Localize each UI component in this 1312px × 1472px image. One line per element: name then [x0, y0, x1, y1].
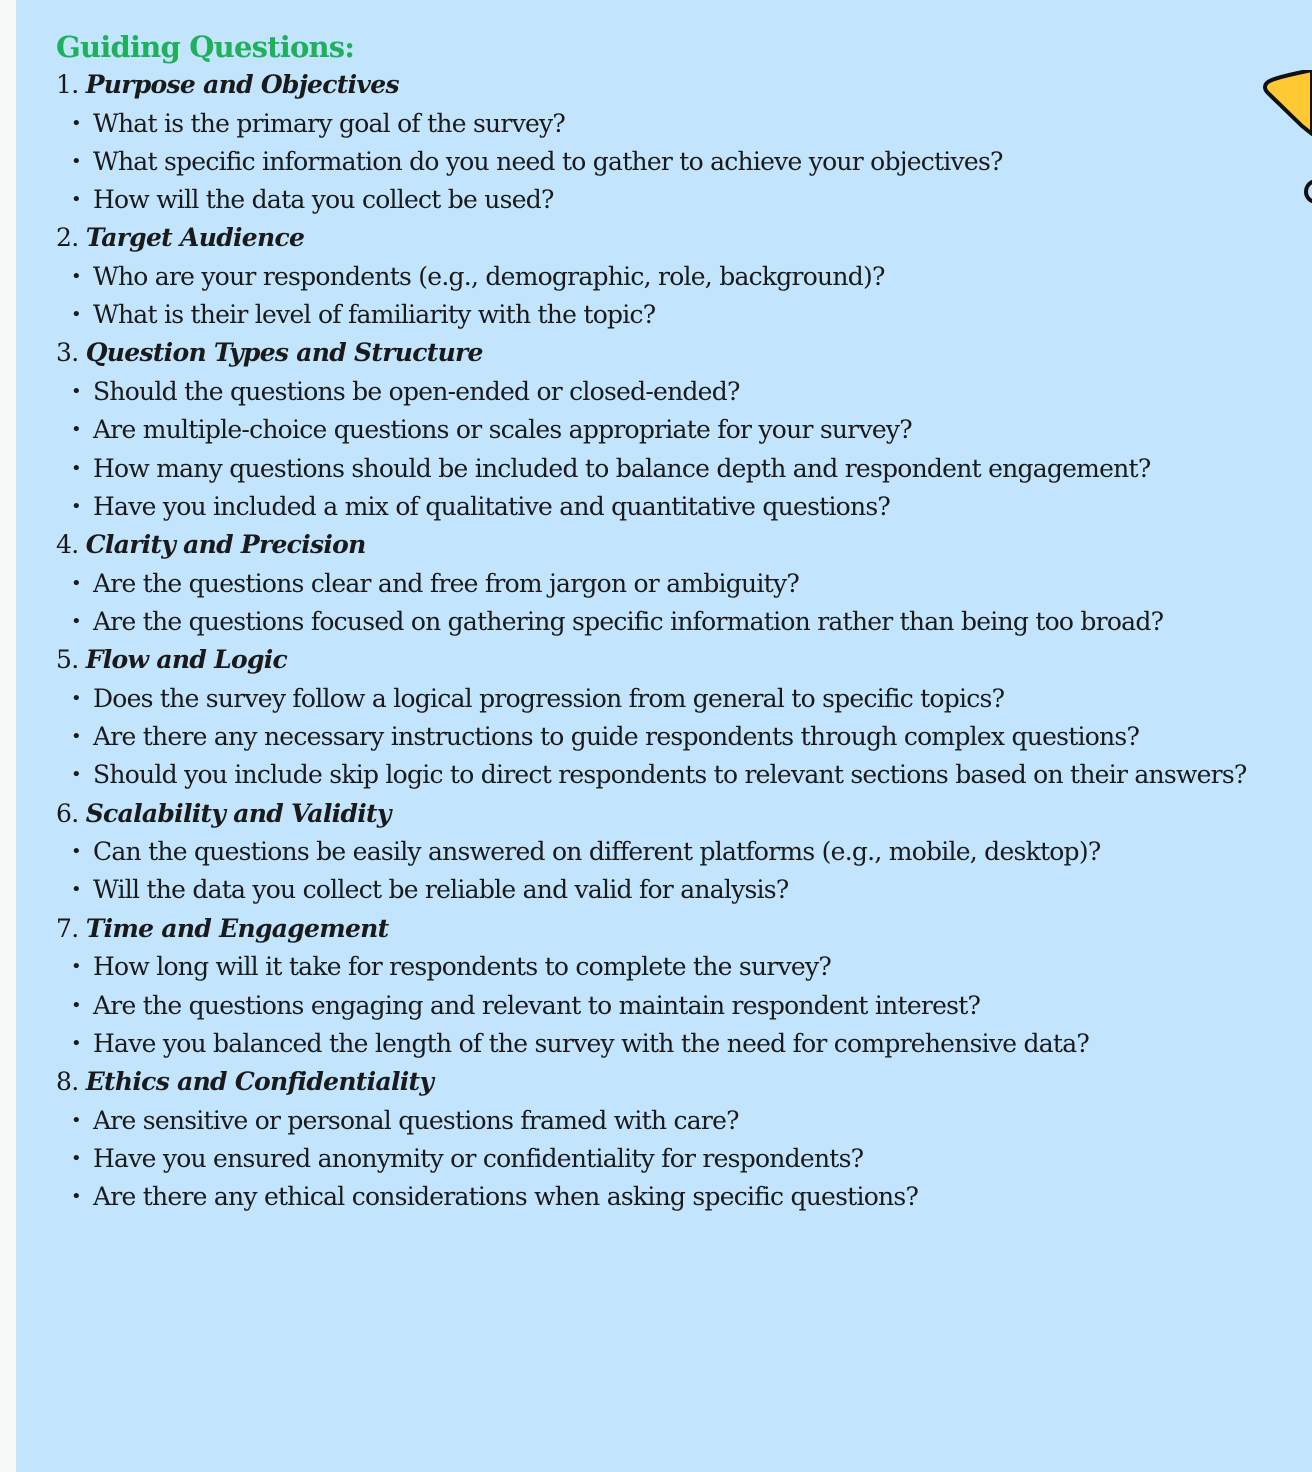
- guiding-questions-content: [56, 28, 1296, 1217]
- question-item: [56, 833, 1296, 871]
- question-text: Should you include skip logic to direct respondents to relevant sections based on their answers?: [93, 760, 1247, 790]
- bullet-icon: •: [71, 265, 81, 287]
- bullet-icon: •: [71, 1147, 81, 1169]
- guiding-questions-panel: [16, 0, 1312, 1472]
- section-title-purpose-and-objectives: [56, 66, 1296, 105]
- question-text: Have you balanced the length of the survey with the need for comprehensive data?: [93, 1028, 1090, 1058]
- section-number: 2.: [56, 223, 79, 253]
- section-title-ethics-and-confidentiality: [56, 1063, 1296, 1102]
- bullet-icon: •: [71, 457, 81, 479]
- question-item: [56, 143, 1296, 181]
- question-text: Should the questions be open-ended or closed-ended?: [93, 376, 740, 406]
- section-title-text: Question Types and Structure: [85, 338, 483, 368]
- section-title-time-and-engagement: [56, 910, 1296, 949]
- section-number: 3.: [56, 338, 79, 368]
- section-title-text: Ethics and Confidentiality: [85, 1067, 434, 1097]
- question-item: [56, 987, 1296, 1025]
- question-text: How long will it take for respondents to complete the survey?: [93, 952, 831, 982]
- section-number: 6.: [56, 798, 79, 828]
- bullet-icon: •: [71, 150, 81, 172]
- bullet-icon: •: [71, 879, 81, 901]
- bullet-icon: •: [71, 1032, 81, 1054]
- bullet-icon: •: [71, 956, 81, 978]
- section-title-question-types-and-structure: [56, 334, 1296, 373]
- question-item: [56, 603, 1296, 641]
- bullet-icon: •: [71, 610, 81, 632]
- yellow-sticker-icon: [1262, 70, 1312, 210]
- sections-list: [56, 66, 1296, 1217]
- question-item: [56, 488, 1296, 526]
- question-text: Have you included a mix of qualitative and quantitative questions?: [93, 491, 891, 521]
- bullet-icon: •: [71, 726, 81, 748]
- question-item: [56, 411, 1296, 449]
- question-item: [56, 1102, 1296, 1140]
- question-text: Are multiple-choice questions or scales appropriate for your survey?: [93, 415, 912, 445]
- question-item: [56, 258, 1296, 296]
- bullet-icon: •: [71, 189, 81, 211]
- question-item: [56, 565, 1296, 603]
- section-title-flow-and-logic: [56, 641, 1296, 680]
- question-item: [56, 948, 1296, 986]
- question-text: Are there any ethical considerations when asking specific questions?: [93, 1182, 919, 1212]
- question-text: Does the survey follow a logical progression from general to specific topics?: [93, 683, 1005, 713]
- bullet-icon: •: [71, 764, 81, 786]
- section-number: 7.: [56, 913, 79, 943]
- section-title-text: Purpose and Objectives: [85, 70, 399, 99]
- question-item: [56, 296, 1296, 334]
- bullet-icon: •: [71, 1109, 81, 1131]
- section-title-clarity-and-precision: [56, 526, 1296, 565]
- question-item: [56, 1025, 1296, 1063]
- question-text: Are the questions engaging and relevant to maintain respondent interest?: [93, 990, 981, 1020]
- section-title-text: Target Audience: [85, 223, 305, 253]
- bullet-icon: •: [71, 572, 81, 594]
- question-text: Can the questions be easily answered on different platforms (e.g., mobile, desktop)?: [93, 837, 1101, 867]
- question-text: How many questions should be included to balance depth and respondent engagement?: [93, 453, 1151, 483]
- question-text: What specific information do you need to gather to achieve your objectives?: [93, 146, 1003, 176]
- question-text: What is the primary goal of the survey?: [93, 108, 566, 138]
- section-title-text: Clarity and Precision: [85, 530, 366, 560]
- section-title-scalability-and-validity: [56, 795, 1296, 834]
- section-number: 5.: [56, 645, 79, 675]
- section-title-text: Scalability and Validity: [85, 798, 391, 828]
- bullet-icon: •: [71, 495, 81, 517]
- question-text: What is their level of familiarity with the topic?: [93, 300, 656, 330]
- bullet-icon: •: [71, 304, 81, 326]
- bullet-icon: •: [71, 419, 81, 441]
- question-item: [56, 181, 1296, 219]
- question-text: Have you ensured anonymity or confidentiality for respondents?: [93, 1143, 864, 1173]
- section-title-text: Flow and Logic: [85, 645, 288, 675]
- question-item: [56, 105, 1296, 143]
- bullet-icon: •: [71, 112, 81, 134]
- question-item: [56, 756, 1296, 794]
- bullet-icon: •: [71, 687, 81, 709]
- section-number: 4.: [56, 530, 79, 560]
- question-text: How will the data you collect be used?: [93, 185, 554, 215]
- question-item: [56, 1140, 1296, 1178]
- question-item: [56, 718, 1296, 756]
- section-title-target-audience: [56, 219, 1296, 258]
- question-text: Are the questions clear and free from jargon or ambiguity?: [93, 568, 799, 598]
- section-number: 8.: [56, 1067, 79, 1097]
- bullet-icon: •: [71, 380, 81, 402]
- question-item: [56, 871, 1296, 909]
- question-item: [56, 373, 1296, 411]
- question-text: Who are your respondents (e.g., demographic, role, background)?: [93, 261, 885, 291]
- section-number: 1.: [56, 70, 79, 99]
- question-item: [56, 1178, 1296, 1216]
- bullet-icon: •: [71, 841, 81, 863]
- page-title: Guiding Questions:: [56, 30, 355, 64]
- section-title-text: Time and Engagement: [85, 913, 389, 943]
- bullet-icon: •: [71, 994, 81, 1016]
- question-text: Are the questions focused on gathering specific information rather than being too broad?: [93, 606, 1164, 636]
- question-text: Are sensitive or personal questions framed with care?: [93, 1105, 739, 1135]
- bullet-icon: •: [71, 1186, 81, 1208]
- question-text: Are there any necessary instructions to guide respondents through complex questions?: [93, 722, 1140, 752]
- question-text: Will the data you collect be reliable and valid for analysis?: [93, 875, 789, 905]
- question-item: [56, 450, 1296, 488]
- question-item: [56, 680, 1296, 718]
